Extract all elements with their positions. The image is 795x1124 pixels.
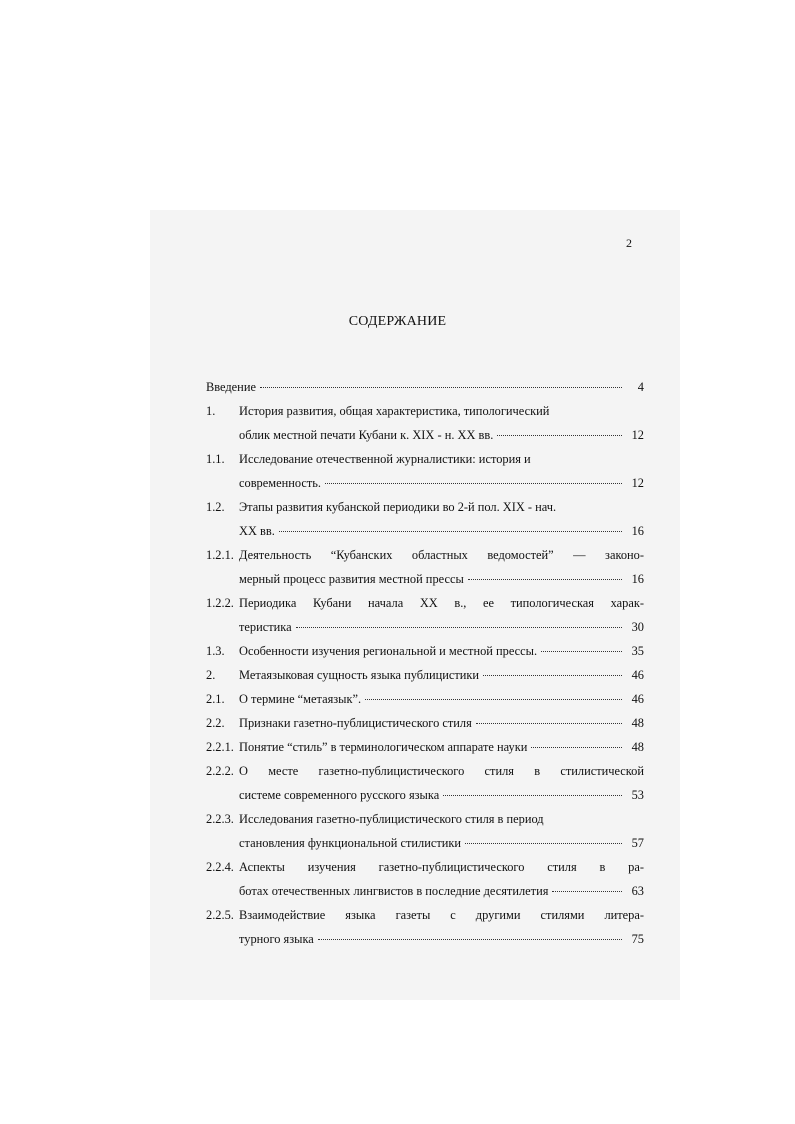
- toc-entry-number: 2.2.5.: [206, 908, 234, 922]
- dot-leader: [476, 722, 622, 724]
- toc-entry-number: 2.: [206, 668, 216, 682]
- toc-entry-number: 2.2.3.: [206, 812, 234, 826]
- dot-leader: [296, 626, 622, 628]
- toc-entry-title-cont: ботах отечественных лингвистов в последние десятилетия: [239, 884, 549, 898]
- toc-entry-title-cont: современность.: [239, 476, 322, 490]
- dot-leader: [541, 650, 622, 652]
- toc-entry-page: 48: [631, 740, 644, 754]
- toc-entry: [206, 644, 644, 662]
- toc-entry: [206, 716, 644, 734]
- toc-entry-title: Особенности изучения региональной и местной прессы.: [239, 644, 538, 658]
- toc-entry-page: 48: [631, 716, 644, 730]
- toc-entry-continuation: [206, 620, 644, 638]
- toc-entry-continuation: [206, 932, 644, 950]
- toc-entry-page: 16: [631, 572, 644, 586]
- toc-entry-number: 2.2.: [206, 716, 225, 730]
- dot-leader: [497, 434, 622, 436]
- toc-entry-title-cont: системе современного русского языка: [239, 788, 440, 802]
- toc-entry-page: 4: [637, 380, 644, 394]
- dot-leader: [260, 386, 622, 388]
- dot-leader: [443, 794, 622, 796]
- toc-entry-page: 12: [631, 428, 644, 442]
- dot-leader: [468, 578, 622, 580]
- toc-entry: [206, 596, 644, 614]
- toc-entry: [206, 404, 644, 422]
- toc-entry-continuation: [206, 836, 644, 854]
- toc-entry-page: 30: [631, 620, 644, 634]
- dot-leader: [318, 938, 622, 940]
- page-title: СОДЕРЖАНИЕ: [348, 314, 447, 329]
- toc-entry: [206, 380, 644, 398]
- toc-entry-number: 1.1.: [206, 452, 225, 466]
- toc-entry: [206, 764, 644, 782]
- toc-entry-number: 1.2.2.: [206, 596, 234, 610]
- toc-entry-page: 46: [631, 668, 644, 682]
- toc-entry-title: Деятельность “Кубанских областных ведомостей” — законо-: [239, 548, 644, 562]
- toc-entry-title-cont: XX вв.: [239, 524, 275, 538]
- toc-entry-continuation: [206, 428, 644, 446]
- dot-leader: [279, 530, 622, 532]
- toc-entry-page: 46: [631, 692, 644, 706]
- toc-entry-title: О месте газетно-публицистического стиля в стилистической: [239, 764, 644, 778]
- toc-entry-title-cont: становления функциональной стилистики: [239, 836, 462, 850]
- toc-entry: [206, 692, 644, 710]
- toc-entry-title: О термине “метаязык”.: [239, 692, 362, 706]
- toc-entry-number: 1.2.: [206, 500, 225, 514]
- dot-leader: [365, 698, 622, 700]
- toc-entry-continuation: [206, 524, 644, 542]
- toc-entry-title: Метаязыковая сущность языка публицистики: [239, 668, 480, 682]
- toc-entry-continuation: [206, 572, 644, 590]
- toc-entry-number: 2.2.1.: [206, 740, 234, 754]
- toc-entry: [206, 860, 644, 878]
- toc-entry: [206, 548, 644, 566]
- toc-entry-number: 2.2.2.: [206, 764, 234, 778]
- toc-entry-title: Исследования газетно-публицистического стиля в период: [239, 812, 544, 826]
- toc-entry: [206, 500, 644, 518]
- toc-entry-title: История развития, общая характеристика, типологический: [239, 404, 550, 418]
- toc-entry-title: Взаимодействие языка газеты с другими стилями литера-: [239, 908, 644, 922]
- toc-entry: [206, 452, 644, 470]
- toc-entry-number: 2.1.: [206, 692, 225, 706]
- toc-entry-title-cont: мерный процесс развития местной прессы: [239, 572, 464, 586]
- page-number: 2: [626, 236, 632, 250]
- toc-entry-title: Признаки газетно-публицистического стиля: [239, 716, 472, 730]
- toc-entry-page: 63: [631, 884, 644, 898]
- toc-entry-page: 53: [631, 788, 644, 802]
- toc-entry-title-cont: облик местной печати Кубани к. XIX - н. XX вв.: [239, 428, 494, 442]
- toc-entry-title: Понятие “стиль” в терминологическом аппарате науки: [239, 740, 528, 754]
- toc-entry-number: 1.2.1.: [206, 548, 234, 562]
- toc-entry-number: 1.3.: [206, 644, 225, 658]
- toc-entry: [206, 908, 644, 926]
- toc-entry-title: Исследование отечественной журналистики: история и: [239, 452, 531, 466]
- toc-entry: [206, 740, 644, 758]
- toc-entry-number: 2.2.4.: [206, 860, 234, 874]
- toc-entry-continuation: [206, 476, 644, 494]
- toc-entry-page: 57: [631, 836, 644, 850]
- toc-entry-number: 1.: [206, 404, 216, 418]
- toc-entry-title: Этапы развития кубанской периодики во 2-й пол. XIX - нач.: [239, 500, 557, 514]
- toc-entry-title: Введение: [206, 380, 256, 394]
- toc-entry-page: 12: [631, 476, 644, 490]
- toc-entry-title-cont: турного языка: [239, 932, 314, 946]
- dot-leader: [531, 746, 622, 748]
- toc-entry-title-cont: теристика: [239, 620, 292, 634]
- dot-leader: [483, 674, 622, 676]
- dot-leader: [552, 890, 622, 892]
- toc-entry-page: 35: [631, 644, 644, 658]
- toc-entry-page: 16: [631, 524, 644, 538]
- toc-entry-page: 75: [631, 932, 644, 946]
- toc-entry-continuation: [206, 788, 644, 806]
- toc-entry: [206, 812, 644, 830]
- dot-leader: [465, 842, 622, 844]
- toc-entry-title: Аспекты изучения газетно-публицистического стиля в ра-: [239, 860, 644, 874]
- toc-entry-title: Периодика Кубани начала XX в., ее типологическая харак-: [239, 596, 644, 610]
- toc-entry: [206, 668, 644, 686]
- toc-entry-continuation: [206, 884, 644, 902]
- dot-leader: [325, 482, 622, 484]
